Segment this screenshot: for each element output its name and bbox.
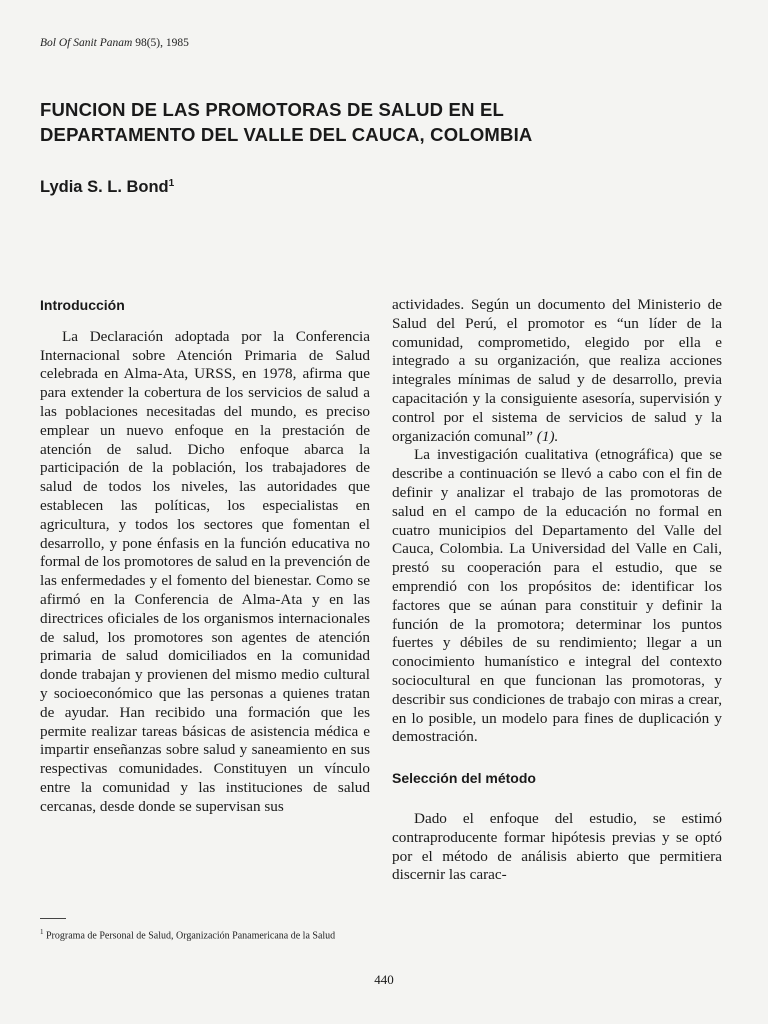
page-number: 440 [374,972,394,987]
author-footnote-mark: 1 [168,178,175,189]
title-line-1: FUNCION DE LAS PROMOTORAS DE SALUD EN EL [40,99,505,120]
continuation-text: actividades. Según un documento del Ministerio de Salud del Perú, el promotor es “un líder de la comunidad, comprometido, elegido por ella e integrado a su organización, que realiza acciones integrales mínimas de salud y de desarrollo, previa capacitación y la consiguiente asesoría, supervisión y control por el sistema de servicios de salud y la organización comunal” [392,296,722,445]
journal-issue: 98(5), 1985 [135,37,189,49]
journal-citation [40,37,189,49]
introduction-continuation [392,296,722,446]
article-title [40,97,740,147]
footnote [40,926,370,942]
footnote-divider [40,918,66,919]
introduction-paragraph-2: La investigación cualitativa (etnográfica) que se describe a continuación se llevó a cabo con el fin de definir y analizar el trabajo de las promotoras de salud en el campo de la educación no formal en cuatro municipios del Departamento del Valle del Cauca, Colombia. La Universidad del Valle en Cali, prestó su cooperación para el estudio, que se emprendió con los propósitos de: identificar los factores que se aúnan para constituir y definir la función de la promotora; determinar los puntos fuertes y débiles de su rendimiento; llegar a un conocimiento humanístico e integral del contexto sociocultural en que funcionan las promotoras, y describir sus condiciones de trabajo con miras a crear, en lo posible, un modelo para fines de duplicación y demostración. [392,446,722,746]
title-line-2: DEPARTAMENTO DEL VALLE DEL CAUCA, COLOMBIA [40,124,533,145]
left-column [40,296,370,817]
journal-name: Bol Of Sanit Panam [40,37,133,49]
author-name: Lydia S. L. Bond [40,178,169,196]
author-byline [40,178,174,197]
footnote-text: Programa de Personal de Salud, Organización Panamericana de la Salud [46,930,336,942]
method-paragraph: Dado el enfoque del estudio, se estimó contraproducente formar hipótesis previas y se optó por el método de análisis abierto que permitiera discernir las carac- [392,809,722,884]
introduction-paragraph: La Declaración adoptada por la Conferencia Internacional sobre Atención Primaria de Salud celebrada en Alma-Ata, URSS, en 1978, afirma que para extender la cobertura de los servicios de salud a las poblaciones necesitadas del mundo, es preciso emplear un nuevo enfoque en la prestación de atención de salud. Dicho enfoque abarca la participación de la población, los trabajadores de salud de todos los niveles, las autoridades que establecen las políticas, los especialistas en agricultura, y todos los sectores que fomentan el desarrollo, y pone énfasis en la función educativa no formal de los promotores de salud en la prevención de las enfermedades y el fomento del bienestar. Como se afirmó en la Conferencia de Alma-Ata y en las directrices oficiales de los organismos internacionales de salud, los promotores son agentes de atención primaria de salud domiciliados en la comunidad donde trabajan y provienen del mismo medio cultural y socioeconómico que las personas a quienes tratan de ayudar. Han recibido una formación que les permite realizar tareas básicas de asistencia médica e impartir enseñanzas sobre salud y saneamiento en sus respectivas comunidades. Constituyen un vínculo entre la comunidad y las instituciones de salud cercanas, desde donde se supervisan sus [40,327,370,815]
method-heading: Selección del método [392,770,536,787]
introduction-heading: Introducción [40,297,125,313]
right-column [392,296,722,885]
footnote-mark: 1 [40,928,44,936]
citation-ref: (1). [536,427,559,445]
